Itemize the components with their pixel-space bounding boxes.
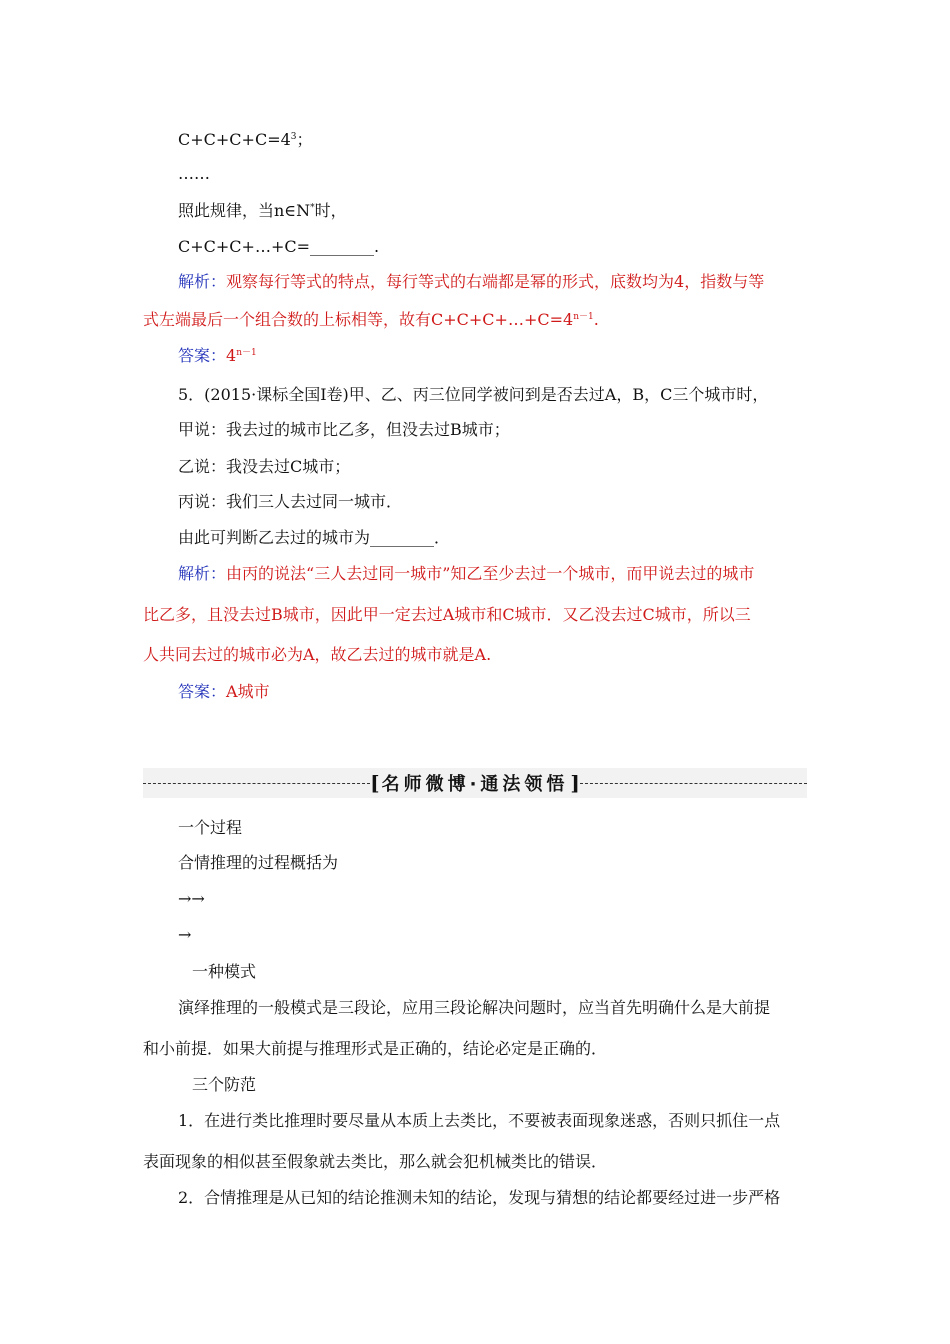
question-5: 5．(2015·课标全国Ⅰ卷)甲、乙、丙三位同学被问到是否去过A，B，C三个城市时，: [178, 385, 769, 404]
rule-text: 照此规律，当n∈N*时，: [178, 201, 347, 220]
answer-1: 答案：$4^{n-1}$: [178, 346, 257, 365]
solution-2-line-3: 人共同去过的城市必为A，故乙去过的城市就是A.: [143, 645, 492, 664]
section-banner: [143, 768, 807, 798]
answer-label: 答案：: [178, 346, 227, 365]
heading-pattern: 一种模式: [192, 962, 257, 981]
solution-2-line-2: 比乙多，且没去过B城市，因此甲一定去过A城市和C城市．又乙没去过C城市，所以三: [143, 605, 751, 624]
pattern-text-2: 和小前提．如果大前提与推理形式是正确的，结论必定是正确的．: [143, 1039, 608, 1058]
process-arrows-1: →→: [178, 889, 205, 908]
precaution-1-line-1: 1．在进行类比推理时要尽量从本质上去类比，不要被表面现象迷惑，否则只抓住一点: [178, 1111, 781, 1130]
process-arrows-2: →: [178, 925, 192, 944]
heading-process: 一个过程: [178, 818, 243, 837]
equation-line: $C+C+C+C=4^3$；: [178, 130, 313, 149]
solution-label: 解析：: [178, 272, 227, 291]
answer-label: 答案：: [178, 682, 227, 701]
precaution-2-line-1: 2．合情推理是从已知的结论推测未知的结论，发现与猜想的结论都要经过进一步严格: [178, 1188, 781, 1207]
ellipsis-line: ……: [178, 164, 210, 183]
process-text: 合情推理的过程概括为: [178, 853, 339, 872]
pattern-text-1: 演绎推理的一般模式是三段论，应用三段论解决问题时，应当首先明确什么是大前提: [178, 998, 771, 1017]
question-5-statement-c: 丙说：我们三人去过同一城市．: [178, 492, 403, 511]
question-5-statement-b: 乙说：我没去过C城市；: [178, 457, 351, 476]
banner-bracket-close: ]: [570, 771, 580, 795]
question-5-prompt: 由此可判断乙去过的城市为________．: [178, 528, 451, 547]
solution-2-line-1: 解析：由丙的说法“三人去过同一城市”知乙至少去过一个城市，而甲说去过的城市: [178, 564, 755, 583]
blank-equation: C+C+C+…+C=________.: [178, 237, 380, 256]
dashed-rule-right: [580, 783, 807, 784]
dashed-rule-left: [143, 783, 370, 784]
banner-bracket-open: [: [370, 771, 380, 795]
solution-1-line-2: 式左端最后一个组合数的上标相等，故有$C+C+C+\dots+C=4^{n-1}$.: [143, 310, 599, 329]
answer-2: 答案：A城市: [178, 682, 270, 701]
solution-label: 解析：: [178, 564, 227, 583]
heading-precautions: 三个防范: [192, 1075, 257, 1094]
question-5-statement-a: 甲说：我去过的城市比乙多，但没去过B城市；: [178, 420, 510, 439]
banner-title: 名师微博·通法领悟: [381, 774, 569, 795]
precaution-1-line-2: 表面现象的相似甚至假象就去类比，那么就会犯机械类比的错误．: [143, 1152, 608, 1171]
solution-1-line-1: 解析：观察每行等式的特点，每行等式的右端都是幂的形式，底数均为4，指数与等: [178, 272, 765, 291]
